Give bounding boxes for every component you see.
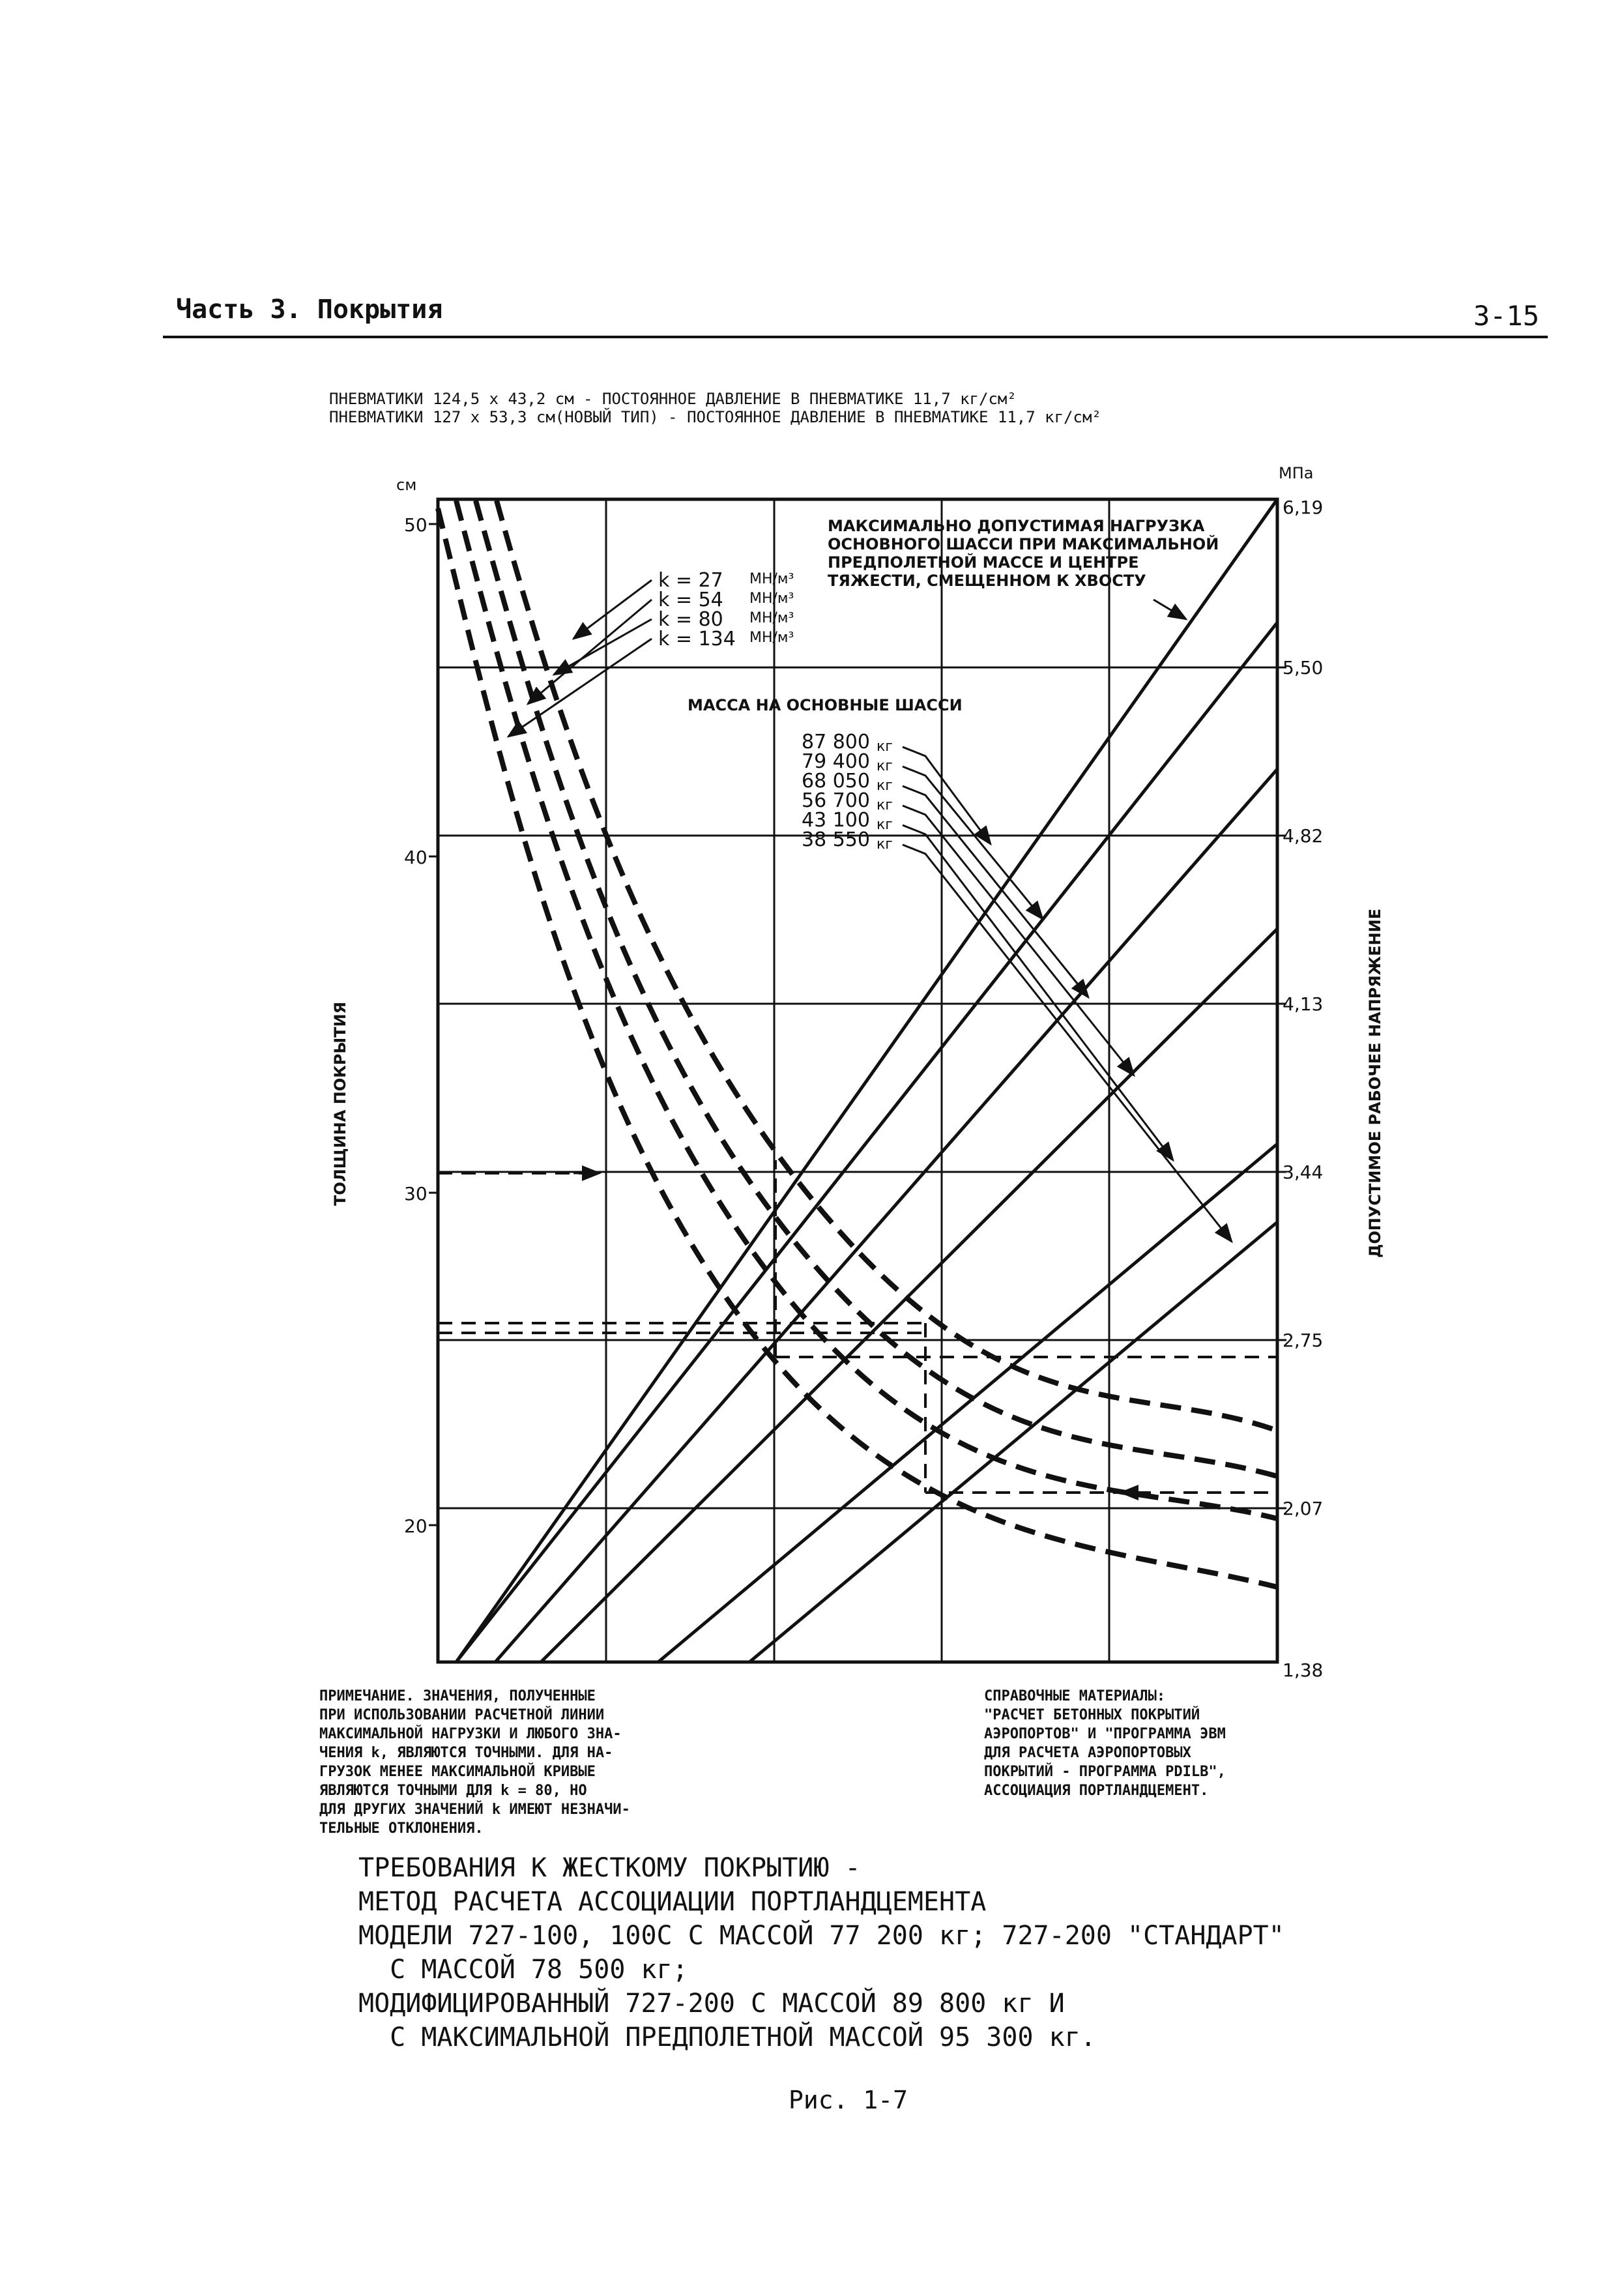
right-tick-5-50: 5,50 — [1283, 657, 1324, 679]
k-curve-134 — [438, 508, 1277, 1587]
left-tick-30: 30 — [404, 1183, 428, 1204]
svg-text:кг: кг — [877, 758, 893, 774]
right-tick-6-19: 6,19 — [1283, 497, 1324, 518]
v-grid — [606, 499, 1109, 1662]
mass-line-68050 — [495, 769, 1277, 1662]
svg-text:кг: кг — [877, 778, 893, 794]
svg-text:кг: кг — [877, 836, 893, 853]
left-tick-20: 20 — [404, 1515, 428, 1537]
svg-text:ПРЕДПОЛЕТНОЙ МАССЕ И ЦЕНТРЕ: ПРЕДПОЛЕТНОЙ МАССЕ И ЦЕНТРЕ — [828, 553, 1139, 572]
svg-text:43 100: 43 100 — [802, 809, 870, 832]
k-curves — [438, 501, 1277, 1587]
right-axis-label: ДОПУСТИМОЕ РАБОЧЕЕ НАПРЯЖЕНИЕ — [1366, 908, 1384, 1258]
svg-text:МН/м³: МН/м³ — [749, 591, 794, 607]
svg-text:87 800: 87 800 — [802, 731, 870, 753]
max-load-note — [828, 517, 1219, 590]
svg-text:38 550: 38 550 — [802, 828, 870, 851]
left-tick-50: 50 — [404, 514, 428, 536]
tire-spec-1: ПНЕВМАТИКИ 124,5 х 43,2 см - ПОСТОЯННОЕ ДАВЛЕНИЕ В ПНЕВМАТИКЕ 11,7 кг/см² — [329, 390, 1017, 408]
svg-text:k = 80: k = 80 — [658, 608, 723, 631]
note-left: ПРИМЕЧАНИЕ. ЗНАЧЕНИЯ, ПОЛУЧЕННЫЕ ПРИ ИСПОЛЬЗОВАНИИ РАСЧЕТНОЙ ЛИНИИ МАКСИМАЛЬНОЙ НАГРУЗКИ И ЛЮБОГО ЗНА- ЧЕНИЯ k, ЯВЛЯЮТСЯ ТОЧНЫМИ. ДЛЯ НА- ГРУЗОК МЕНЕЕ МАКСИМАЛЬНОЙ КРИВЫЕ ЯВЛЯЮТСЯ ТОЧНЫМИ ДЛЯ k = 80, НО ДЛЯ ДРУГИХ ЗНАЧЕНИЙ k ИМЕЮТ НЕЗНАЧИ- ТЕЛЬНЫЕ ОТКЛОНЕНИЯ. — [319, 1688, 630, 1837]
svg-text:МАКСИМАЛЬНО ДОПУСТИМАЯ НАГРУЗК: МАКСИМАЛЬНО ДОПУСТИМАЯ НАГРУЗКА — [828, 517, 1205, 535]
page-number: 3-15 — [1473, 300, 1539, 332]
mass-line-43100 — [658, 1144, 1277, 1662]
k-legend — [658, 569, 794, 650]
caption-line-4: С МАССОЙ 78 500 кг; — [358, 1955, 688, 1985]
section-title: Часть 3. Покрытия — [176, 295, 443, 325]
svg-text:кг: кг — [877, 817, 893, 833]
svg-text:кг: кг — [877, 738, 893, 755]
svg-text:МН/м³: МН/м³ — [749, 610, 794, 626]
right-tick-2-07: 2,07 — [1283, 1498, 1324, 1519]
caption-line-3: МОДЕЛИ 727-100, 100С С МАССОЙ 77 200 кг; 727-200 "СТАНДАРТ" — [358, 1921, 1284, 1951]
caption-line-2: МЕТОД РАСЧЕТА АССОЦИАЦИИ ПОРТЛАНДЦЕМЕНТА — [358, 1887, 987, 1917]
mass-line-38550 — [749, 1222, 1277, 1662]
svg-text:МН/м³: МН/м³ — [749, 571, 794, 587]
svg-text:79 400: 79 400 — [802, 750, 870, 773]
left-unit: см — [396, 476, 417, 494]
svg-text:k = 134: k = 134 — [658, 628, 736, 650]
svg-text:МН/м³: МН/м³ — [749, 630, 794, 646]
tire-spec-2: ПНЕВМАТИКИ 127 х 53,3 см(НОВЫЙ ТИП) - ПОСТОЯННОЕ ДАВЛЕНИЕ В ПНЕВМАТИКЕ 11,7 кг/см² — [329, 408, 1101, 426]
svg-text:ОСНОВНОГО ШАССИ ПРИ МАКСИМАЛЬН: ОСНОВНОГО ШАССИ ПРИ МАКСИМАЛЬНОЙ — [828, 535, 1219, 553]
right-tick-1-38: 1,38 — [1283, 1659, 1324, 1681]
figure-number: Рис. 1-7 — [789, 2086, 908, 2114]
note-right: СПРАВОЧНЫЕ МАТЕРИАЛЫ: "РАСЧЕТ БЕТОННЫХ ПОКРЫТИЙ АЭРОПОРТОВ" И "ПРОГРАММА ЭВМ ДЛЯ РАСЧЕТА АЭРОПОРТОВЫХ ПОКРЫТИЙ - ПРОГРАММА PDILB", АССОЦИАЦИЯ ПОРТЛАНДЦЕМЕНТ. — [984, 1688, 1226, 1799]
caption-line-1: ТРЕБОВАНИЯ К ЖЕСТКОМУ ПОКРЫТИЮ - — [358, 1853, 861, 1883]
caption-line-6: С МАКСИМАЛЬНОЙ ПРЕДПОЛЕТНОЙ МАССОЙ 95 300 кг. — [358, 2022, 1096, 2052]
mass-title: МАССА НА ОСНОВНЫЕ ШАССИ — [688, 696, 963, 714]
right-unit: МПа — [1279, 464, 1314, 482]
svg-text:ТЯЖЕСТИ, СМЕЩЕННОМ К ХВОСТУ: ТЯЖЕСТИ, СМЕЩЕННОМ К ХВОСТУ — [828, 572, 1146, 590]
left-tick-40: 40 — [404, 847, 428, 868]
mass-lines — [456, 499, 1277, 1662]
left-axis-label: ТОЛЩИНА ПОКРЫТИЯ — [331, 1001, 349, 1206]
mass-line-56700 — [541, 929, 1277, 1662]
right-tick-2-75: 2,75 — [1283, 1330, 1324, 1351]
right-tick-4-13: 4,13 — [1283, 993, 1324, 1015]
caption-line-5: МОДИФИЦИРОВАННЫЙ 727-200 С МАССОЙ 89 800 кг И — [358, 1989, 1065, 2019]
mass-leaders — [903, 747, 1232, 1242]
svg-text:k = 54: k = 54 — [658, 589, 723, 611]
svg-text:кг: кг — [877, 797, 893, 813]
right-tick-3-44: 3,44 — [1283, 1161, 1324, 1183]
svg-text:56 700: 56 700 — [802, 789, 870, 812]
svg-text:68 050: 68 050 — [802, 770, 870, 793]
svg-text:k = 27: k = 27 — [658, 569, 723, 592]
right-tick-4-82: 4,82 — [1283, 825, 1324, 847]
mass-legend — [802, 731, 893, 853]
